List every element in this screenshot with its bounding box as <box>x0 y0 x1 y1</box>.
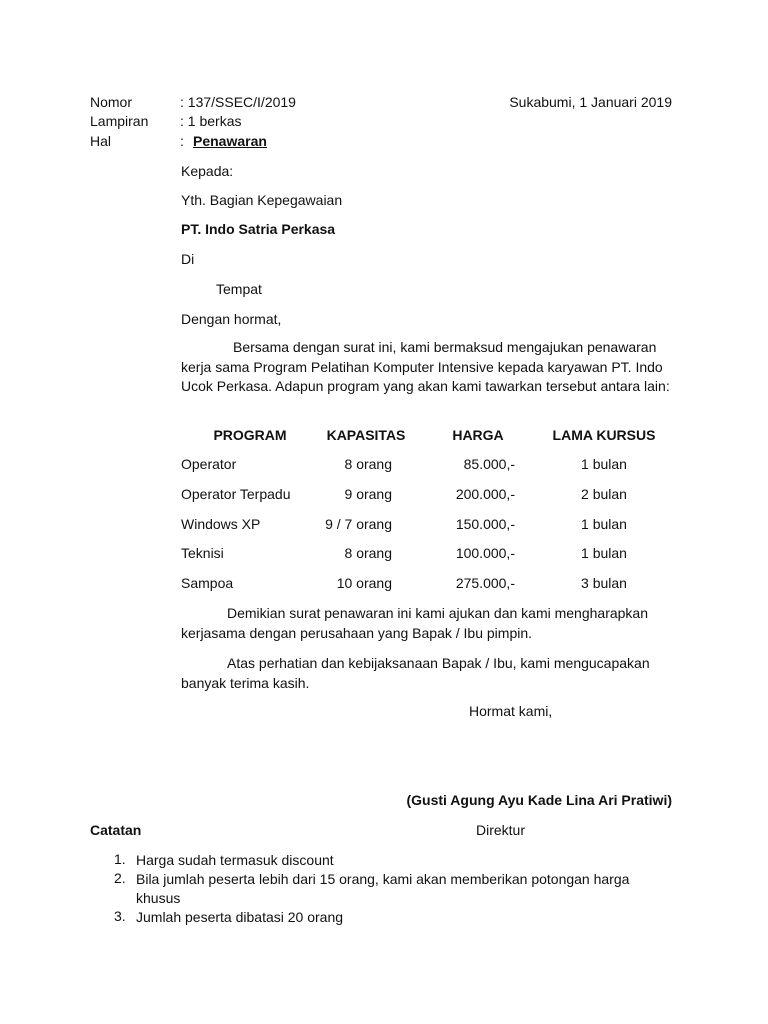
recipient-at: Di <box>181 251 195 267</box>
number-label: Nomor <box>90 94 133 110</box>
recipient-to: Kepada: <box>181 163 234 179</box>
table-cell-capacity: 10 orang <box>336 575 392 591</box>
table-cell-program: Operator <box>181 456 237 472</box>
note-text: Jumlah peserta dibatasi 20 orang <box>136 909 344 925</box>
recipient-company: PT. Indo Satria Perkasa <box>181 221 336 237</box>
table-cell-duration: 2 bulan <box>581 486 627 502</box>
signatory-name: (Gusti Agung Ayu Kade Lina Ari Pratiwi) <box>406 792 672 808</box>
subject-value: Penawaran <box>193 133 267 149</box>
greeting: Dengan hormat, <box>181 311 282 327</box>
regards: Hormat kami, <box>469 703 553 719</box>
table-cell-price: 85.000,- <box>463 456 515 472</box>
note-number: 3. <box>114 908 126 924</box>
recipient-place: Tempat <box>216 281 262 297</box>
table-header-program: PROGRAM <box>213 427 287 443</box>
table-cell-price: 275.000,- <box>455 575 515 591</box>
table-cell-program: Sampoa <box>181 575 234 591</box>
subject-colon: : <box>180 133 184 149</box>
table-cell-price: 150.000,- <box>455 516 515 532</box>
table-cell-capacity: 8 orang <box>344 456 392 472</box>
closing-paragraph-2: Atas perhatian dan kebijaksanaan Bapak / Ibu, kami mengucapakan banyak terima kasih. <box>181 655 650 691</box>
subject-label: Hal <box>90 133 112 149</box>
table-cell-price: 100.000,- <box>455 545 515 561</box>
note-number: 1. <box>114 851 126 867</box>
notes-title: Catatan <box>90 822 142 838</box>
table-cell-capacity: 9 / 7 orang <box>325 516 392 532</box>
table-cell-program: Operator Terpadu <box>181 486 291 502</box>
table-cell-program: Windows XP <box>181 516 261 532</box>
table-header-price: HARGA <box>452 427 504 443</box>
table-cell-duration: 3 bulan <box>581 575 627 591</box>
table-cell-price: 200.000,- <box>455 486 515 502</box>
table-cell-duration: 1 bulan <box>581 456 627 472</box>
note-number: 2. <box>114 870 126 886</box>
recipient-addressee: Yth. Bagian Kepegawaian <box>181 192 343 208</box>
attachment-value: : 1 berkas <box>180 113 242 129</box>
intro-paragraph: Bersama dengan surat ini, kami bermaksud mengajukan penawaran kerja sama Program Pelatihan Komputer Intensive kepada karyawan PT. Indo Ucok Perkasa. Adapun program yang akan kami tawarkan tersebut antara lain: <box>181 339 670 394</box>
table-cell-program: Teknisi <box>181 545 224 561</box>
signatory-title: Direktur <box>476 822 526 838</box>
table-cell-capacity: 8 orang <box>344 545 392 561</box>
closing-paragraph-1: Demikian surat penawaran ini kami ajukan dan kami mengharapkan kerjasama dengan perusahaan yang Bapak / Ibu pimpin. <box>181 605 649 641</box>
note-text: Bila jumlah peserta lebih dari 15 orang, kami akan memberikan potongan harga khusus <box>136 871 630 906</box>
attachment-label: Lampiran <box>90 113 149 129</box>
place-date: Sukabumi, 1 Januari 2019 <box>509 94 672 110</box>
table-cell-duration: 1 bulan <box>581 516 627 532</box>
number-value: : 137/SSEC/I/2019 <box>180 94 296 110</box>
table-cell-capacity: 9 orang <box>344 486 392 502</box>
table-header-duration: LAMA KURSUS <box>552 427 656 443</box>
table-cell-duration: 1 bulan <box>581 545 627 561</box>
table-header-capacity: KAPASITAS <box>326 427 406 443</box>
note-text: Harga sudah termasuk discount <box>136 852 334 868</box>
